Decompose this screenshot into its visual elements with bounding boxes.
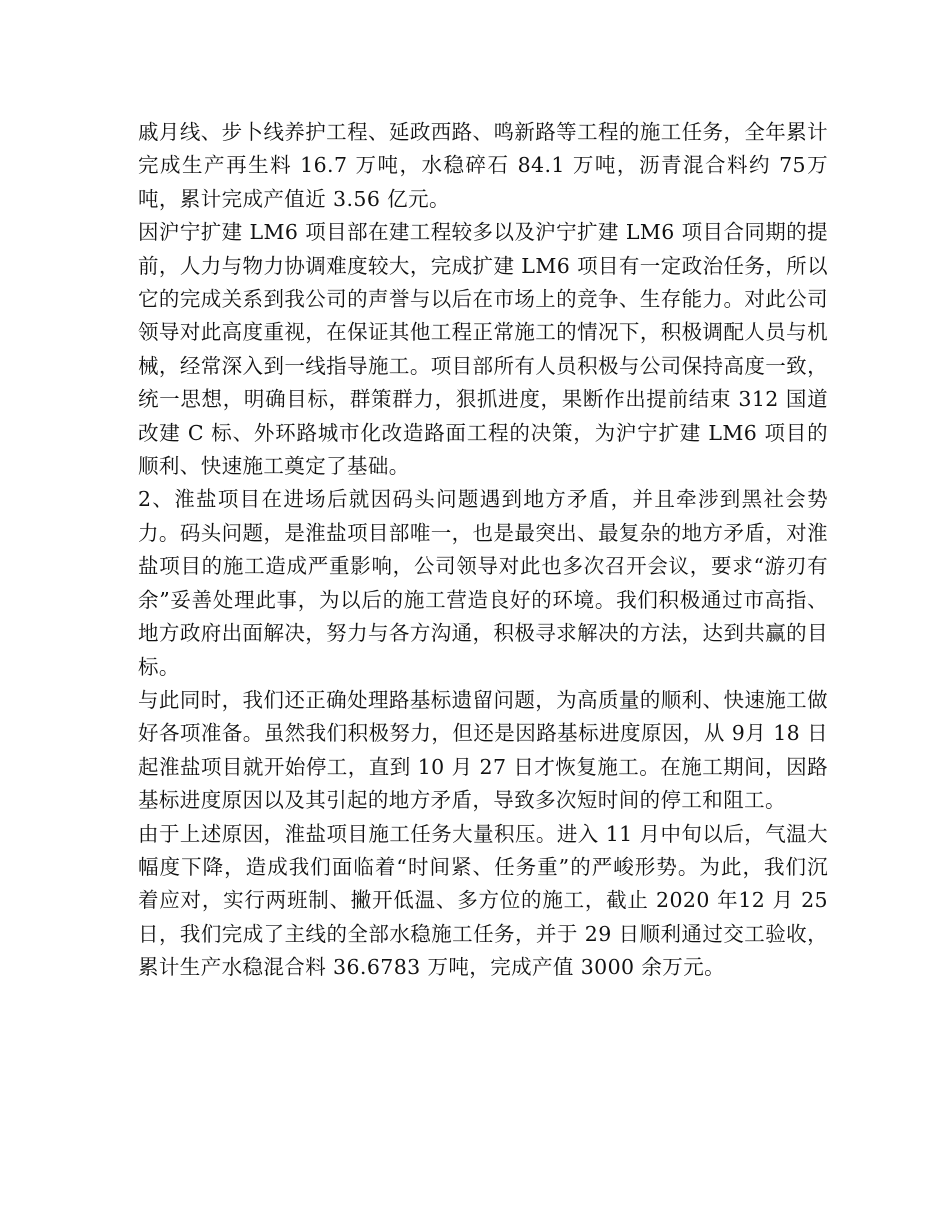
paragraph-4: 与此同时，我们还正确处理路基标遗留问题，为高质量的顺利、快速施工做好各项准备。虽然我们积极努力，但还是因路基标进度原因，从 9月 18 日起淮盐项目就开始停工，直到 10 月 27 日才恢复施工。在施工期间，因路基标进度原因以及其引起的地方矛盾，导致多次短时间的停工和阻工。 (138, 687, 828, 813)
paragraph-3: 2、淮盐项目在进场后就因码头问题遇到地方矛盾，并且牵涉到黑社会势力。码头问题，是淮盐项目部唯一，也是最突出、最复杂的地方矛盾，对淮盐项目的施工造成严重影响，公司领导对此也多次召开会议，要求“游刃有余”妥善处理此事，为以后的施工营造良好的环境。我们积极通过市高指、地方政府出面解决，努力与各方沟通，积极寻求解决的方法，达到共赢的目标。 (138, 487, 828, 679)
paragraph-2: 因沪宁扩建 LM6 项目部在建工程较多以及沪宁扩建 LM6 项目合同期的提前，人力与物力协调难度较大，完成扩建 LM6 项目有一定政治任务，所以它的完成关系到我公司的声誉与以后在市场上的竞争、生存能力。对此公司领导对此高度重视，在保证其他工程正常施工的情况下，积极调配人员与机械，经常深入到一线指导施工。项目部所有人员积极与公司保持高度一致，统一思想，明确目标，群策群力，狠抓进度，果断作出提前结束 312 国道改建 C 标、外环路城市化改造路面工程的决策，为沪宁扩建 LM6 项目的顺利、快速施工奠定了基础。 (138, 220, 828, 479)
paragraph-5: 由于上述原因，淮盐项目施工任务大量积压。进入 11 月中旬以后，气温大幅度下降，造成我们面临着“时间紧、任务重”的严峻形势。为此，我们沉着应对，实行两班制、撇开低温、多方位的施工，截止 2020 年12 月 25 日，我们完成了主线的全部水稳施工任务，并于 29 日顺利通过交工验收，累计生产水稳混合料 36.6783 万吨，完成产值 3000 余万元。 (138, 821, 828, 980)
document-body (138, 116, 828, 985)
paragraph-1: 戚月线、步卜线养护工程、延政西路、鸣新路等工程的施工任务，全年累计完成生产再生料 16.7 万吨，水稳碎石 84.1 万吨，沥青混合料约 75万吨，累计完成产值近 3.56 亿元。 (138, 120, 828, 211)
